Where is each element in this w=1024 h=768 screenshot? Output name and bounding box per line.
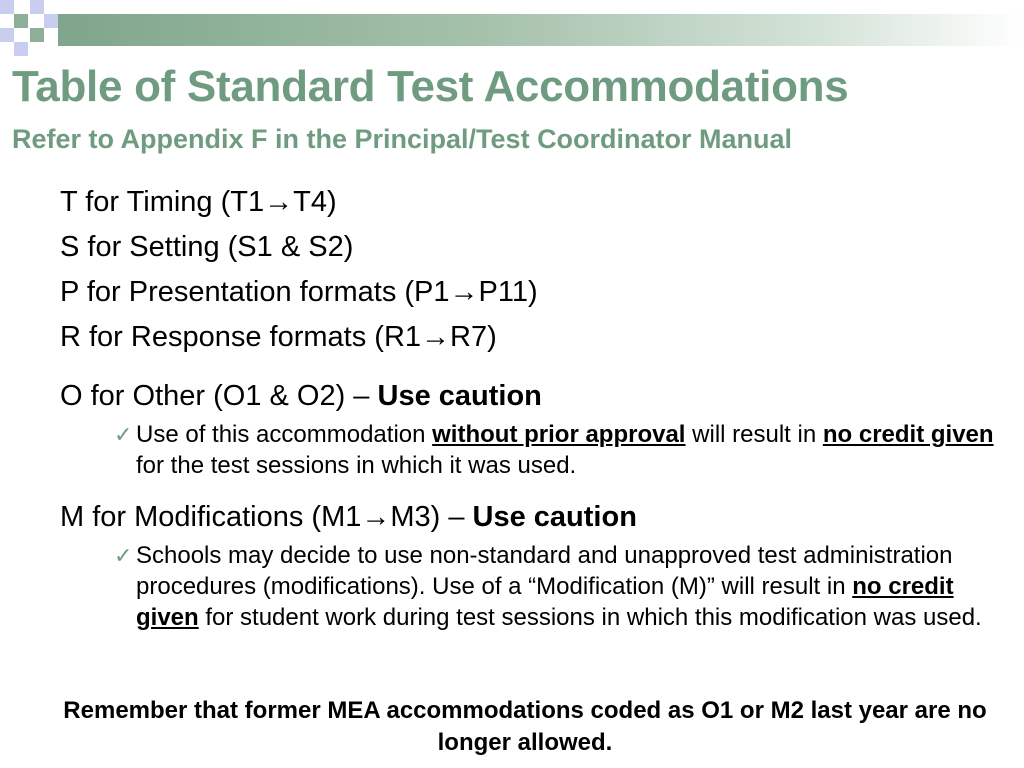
header-decoration	[0, 0, 1024, 58]
modifications-note-text: Schools may decide to use non-standard and unapproved test administration procedures (modifications). Use of a “Modification (M)” will result in	[136, 542, 953, 600]
decor-square	[14, 14, 28, 28]
other-note-emphasis: without prior approval	[432, 421, 686, 448]
other-note-emphasis: no credit given	[822, 421, 994, 448]
other-note-text: will result in	[685, 421, 823, 448]
modifications-note	[114, 540, 996, 633]
decor-square	[0, 0, 14, 14]
other-note-text: Use of this accommodation	[136, 421, 433, 448]
list-item-presentation: P for Presentation formats (P1→P11)	[60, 276, 538, 308]
decor-square	[30, 28, 44, 42]
bullet-list	[60, 180, 1000, 633]
modifications-caution: Use caution	[472, 501, 637, 533]
other-label: O for Other (O1 & O2) –	[60, 380, 378, 412]
decor-square	[14, 42, 28, 56]
footer-note: Remember that former MEA accommodations coded as O1 or M2 last year are no longer allowed.	[63, 697, 987, 756]
other-note	[114, 419, 996, 481]
list-item-response: R for Response formats (R1→R7)	[60, 321, 497, 353]
decor-square	[44, 14, 58, 28]
other-caution: Use caution	[377, 380, 542, 412]
header-gradient-bar	[58, 14, 1024, 46]
list-item-setting: S for Setting (S1 & S2)	[60, 231, 354, 263]
modifications-label: M for Modifications (M1→M3) –	[60, 501, 473, 533]
modifications-note-text: for student work during test sessions in which this modification was used.	[198, 604, 982, 631]
page-title: Table of Standard Test Accommodations	[12, 62, 849, 111]
page-subtitle: Refer to Appendix F in the Principal/Test Coordinator Manual	[12, 124, 793, 154]
modifications-note-emphasis: no credit given	[136, 573, 954, 631]
other-note-text: for the test sessions in which it was used.	[136, 452, 577, 479]
decor-square	[0, 28, 14, 42]
list-item-other	[60, 374, 1000, 419]
checkmark-icon: ✓	[114, 422, 133, 447]
list-item-modifications	[60, 495, 1000, 540]
decor-square	[30, 0, 44, 14]
list-item-timing: T for Timing (T1→T4)	[60, 186, 337, 218]
checkmark-icon: ✓	[114, 543, 133, 568]
